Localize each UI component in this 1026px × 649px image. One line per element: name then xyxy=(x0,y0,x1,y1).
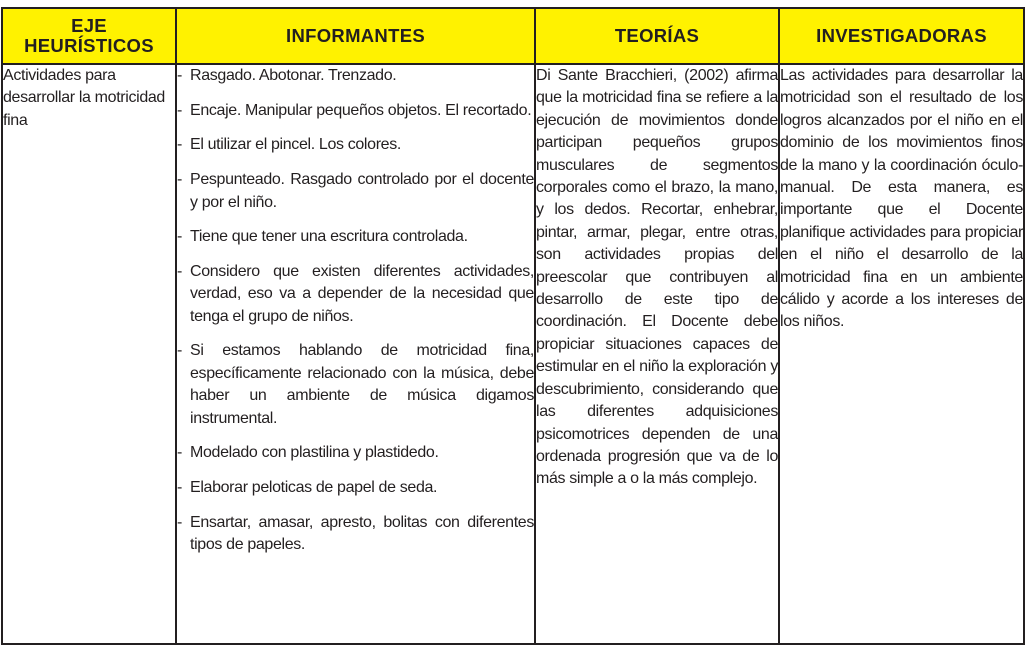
header-informantes: INFORMANTES xyxy=(176,8,535,64)
dash-bullet: - xyxy=(177,228,182,246)
list-item: - Considero que existen diferentes actividades, verdad, eso va a depender de la necesidad que tenga el grupo de niños. xyxy=(177,262,534,325)
list-item: - Rasgado. Abotonar. Trenzado. xyxy=(177,65,534,87)
header-eje-heuristicos xyxy=(2,8,176,64)
list-item: - Si estamos hablando de motricidad fina, específicamente relacionado con la música, debe haber un ambiente de música digamos instrumental. xyxy=(177,342,534,427)
table-row xyxy=(2,64,1024,644)
list-item: - Ensartar, amasar, apresto, bolitas con diferentes tipos de papeles. xyxy=(177,513,534,554)
dash-bullet: - xyxy=(177,262,182,280)
dash-bullet: - xyxy=(177,136,182,154)
teorias-text: Di Sante Bracchieri, (2002) afirma que la motricidad fina se refiere a la ejecución de movimientos donde participan pequeños grupos musculares de segmentos corporales como el brazo, la mano, y los dedos. Recortar, enhebrar, pintar, armar, plegar, entre otras, son actividades propias del preescolar que contribuyen al desarrollo de este tipo de coordinación. El Docente debe propiciar situaciones capaces de estimular en el niño la exploración y descubrimiento, considerando que las diferentes adquisiciones psicomotrices dependen de una ordenada progresión que va de lo más simple a o la más complejo. xyxy=(536,67,778,488)
list-item: - Modelado con plastilina y plastidedo. xyxy=(177,442,534,464)
cell-informantes xyxy=(176,64,535,644)
dash-bullet: - xyxy=(177,444,182,462)
cell-eje xyxy=(2,64,176,644)
dash-bullet: - xyxy=(177,67,182,84)
list-item: - El utilizar el pincel. Los colores. xyxy=(177,134,534,156)
dash-bullet: - xyxy=(177,171,182,189)
dash-bullet: - xyxy=(177,479,182,497)
eje-text: Actividades para desarrollar la motricidad fina xyxy=(3,67,165,129)
list-item: - Tiene que tener una escritura controlada. xyxy=(177,226,534,248)
informantes-list xyxy=(177,65,534,557)
header-eje-line1: EJE xyxy=(71,15,107,36)
list-item: - Elaborar peloticas de papel de seda. xyxy=(177,477,534,499)
dash-bullet: - xyxy=(177,513,182,531)
list-item: - Encaje. Manipular pequeños objetos. El recortado. xyxy=(177,100,534,122)
categorization-table xyxy=(1,7,1025,645)
dash-bullet: - xyxy=(177,342,182,360)
header-investigadoras: INVESTIGADORAS xyxy=(779,8,1024,64)
header-eje-line2: HEURÍSTICOS xyxy=(24,35,154,56)
cell-investigadoras xyxy=(779,64,1024,644)
investigadoras-text: Las actividades para desarrollar la motricidad son el resultado de los logros alcanzados por el niño en el dominio de los movimientos finos de la mano y la coordinación óculo-manual. De esta manera, es importante que el Docente planifique actividades para propiciar en el niño el desarrollo de la motricidad fina en un ambiente cálido y acorde a los intereses de los niños. xyxy=(780,67,1023,331)
list-item: - Pespunteado. Rasgado controlado por el docente y por el niño. xyxy=(177,171,534,211)
header-teorias: TEORÍAS xyxy=(535,8,779,64)
header-row xyxy=(2,8,1024,64)
dash-bullet: - xyxy=(177,101,182,119)
cell-teorias xyxy=(535,64,779,644)
